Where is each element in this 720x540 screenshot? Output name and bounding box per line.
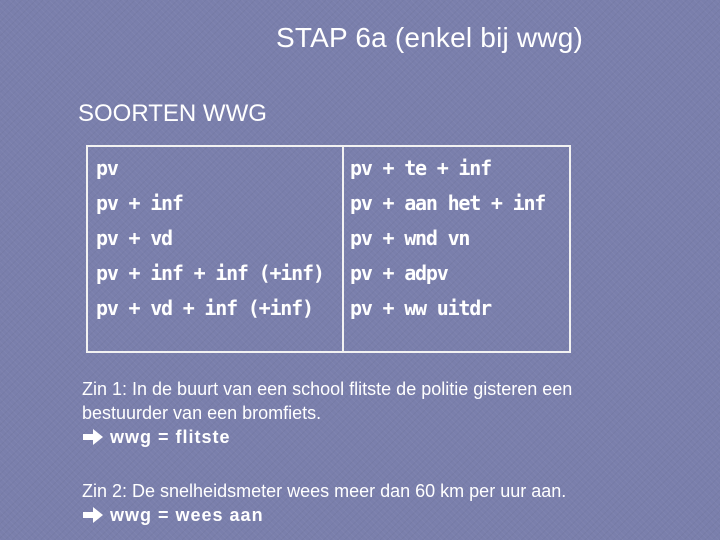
wwg-type-item: pv + te + inf (350, 156, 491, 180)
arrow-right-icon (82, 429, 104, 445)
wwg-type-item: pv (96, 156, 118, 180)
wwg-type-item: pv + wnd vn (350, 226, 470, 250)
example-text-line: Zin 2: De snelheidsmeter wees meer dan 60 km per uur aan. (82, 481, 567, 501)
example-answer (82, 503, 682, 527)
example-answer (82, 425, 682, 449)
wwg-type-item: pv + aan het + inf (350, 191, 546, 215)
wwg-type-item: pv + inf (96, 191, 183, 215)
example-text-line: bestuurder van een bromfiets. (82, 403, 322, 423)
wwg-type-item: pv + ww uitdr (350, 296, 491, 320)
arrow-right-icon (82, 507, 104, 523)
answer-text: wwg = wees aan (110, 505, 264, 525)
wwg-types-table (86, 145, 571, 353)
answer-text: wwg = flitste (110, 427, 231, 447)
example-sentence-1 (82, 377, 682, 449)
slide-title: STAP 6a (enkel bij wwg) (276, 22, 584, 53)
wwg-type-item: pv + vd + inf (+inf) (96, 296, 313, 320)
wwg-types-left-column (88, 147, 344, 351)
example-sentence-2 (82, 479, 682, 527)
section-heading: SOORTEN WWG (78, 100, 267, 127)
wwg-type-item: pv + inf + inf (+inf) (96, 261, 324, 285)
wwg-type-item: pv + vd (96, 226, 172, 250)
wwg-type-item: pv + adpv (350, 261, 448, 285)
example-text-line: Zin 1: In de buurt van een school flitste de politie gisteren een (82, 379, 573, 399)
wwg-types-right-column (344, 147, 569, 351)
